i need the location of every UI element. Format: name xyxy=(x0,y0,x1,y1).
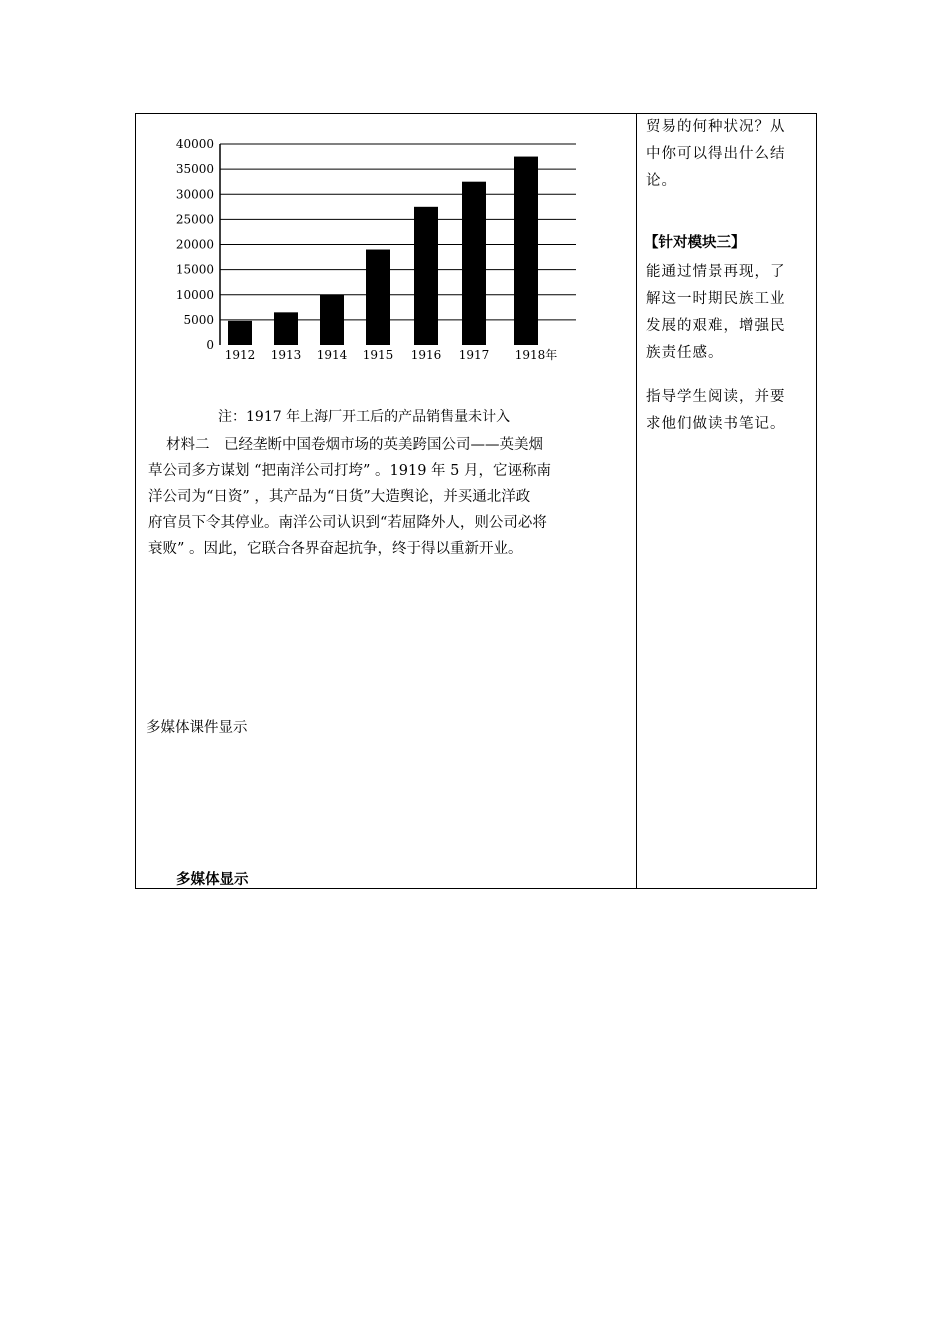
module-three-heading: 【针对模块三】 xyxy=(644,235,746,251)
teaching-notes-column xyxy=(638,114,816,888)
chart-bars xyxy=(228,157,538,345)
material-line: 草公司多方谋划 “把南洋公司打垮” 。1919 年 5 月，它诬称南 xyxy=(148,463,551,479)
note-line: 贸易的何种状况？从 xyxy=(646,119,786,135)
question-continuation xyxy=(646,114,814,195)
reading-guidance-paragraph xyxy=(646,384,814,438)
note-line: 解这一时期民族工业 xyxy=(646,291,786,307)
material-two-paragraph xyxy=(148,432,630,562)
module-goal-paragraph xyxy=(646,259,814,367)
y-tick-label: 25000 xyxy=(175,212,214,227)
material-line: 材料二 已经垄断中国卷烟市场的英美跨国公司——英美烟 xyxy=(166,437,543,453)
bar xyxy=(414,207,438,345)
x-tick-label: 1913 xyxy=(270,348,302,362)
multimedia-courseware-label: 多媒体课件显示 xyxy=(146,720,248,736)
note-line: 族责任感。 xyxy=(646,345,724,361)
x-tick-label: 1916 xyxy=(410,348,442,362)
content-column xyxy=(136,114,636,888)
x-tick-label: 1914 xyxy=(316,348,348,362)
x-tick-label: 1912 xyxy=(224,348,256,362)
x-tick-label: 1917 xyxy=(458,348,490,362)
column-divider xyxy=(636,114,637,888)
note-line: 指导学生阅读，并要 xyxy=(646,389,786,405)
y-tick-label: 30000 xyxy=(175,187,214,202)
note-line: 能通过情景再现，了 xyxy=(646,264,786,280)
bar xyxy=(462,182,486,345)
chart-y-ticks xyxy=(176,137,214,352)
y-tick-label: 40000 xyxy=(175,137,214,151)
bar xyxy=(320,295,344,345)
note-line: 求他们做读书笔记。 xyxy=(646,416,786,432)
y-tick-label: 35000 xyxy=(175,162,214,177)
y-tick-label: 0 xyxy=(206,338,214,352)
y-tick-label: 20000 xyxy=(175,237,214,252)
bar xyxy=(366,250,390,345)
material-line: 洋公司为“日资” ，其产品为“日货”大造舆论，并买通北洋政 xyxy=(148,489,531,505)
lesson-table xyxy=(135,113,817,889)
x-tick-label: 1915 xyxy=(362,348,394,362)
bar xyxy=(228,321,252,345)
chart-note: 注：1917 年上海厂开工后的产品销售量未计入 xyxy=(218,409,511,425)
chart-x-ticks xyxy=(225,347,558,362)
note-line: 论。 xyxy=(646,173,677,189)
sales-bar-chart xyxy=(156,132,626,387)
x-tick-label: 1918年 xyxy=(514,348,558,362)
note-line: 中你可以得出什么结 xyxy=(646,146,786,162)
y-tick-label: 5000 xyxy=(183,312,214,327)
note-line: 发展的艰难，增强民 xyxy=(646,318,786,334)
material-line: 府官员下令其停业。南洋公司认识到“若屈降外人，则公司必将 xyxy=(148,515,547,531)
bar xyxy=(274,312,298,345)
y-tick-label: 10000 xyxy=(175,287,214,302)
multimedia-show-label: 多媒体显示 xyxy=(176,872,249,888)
y-tick-label: 15000 xyxy=(175,262,214,277)
material-line: 衰败” 。因此，它联合各界奋起抗争，终于得以重新开业。 xyxy=(148,541,523,557)
bar xyxy=(514,157,538,345)
